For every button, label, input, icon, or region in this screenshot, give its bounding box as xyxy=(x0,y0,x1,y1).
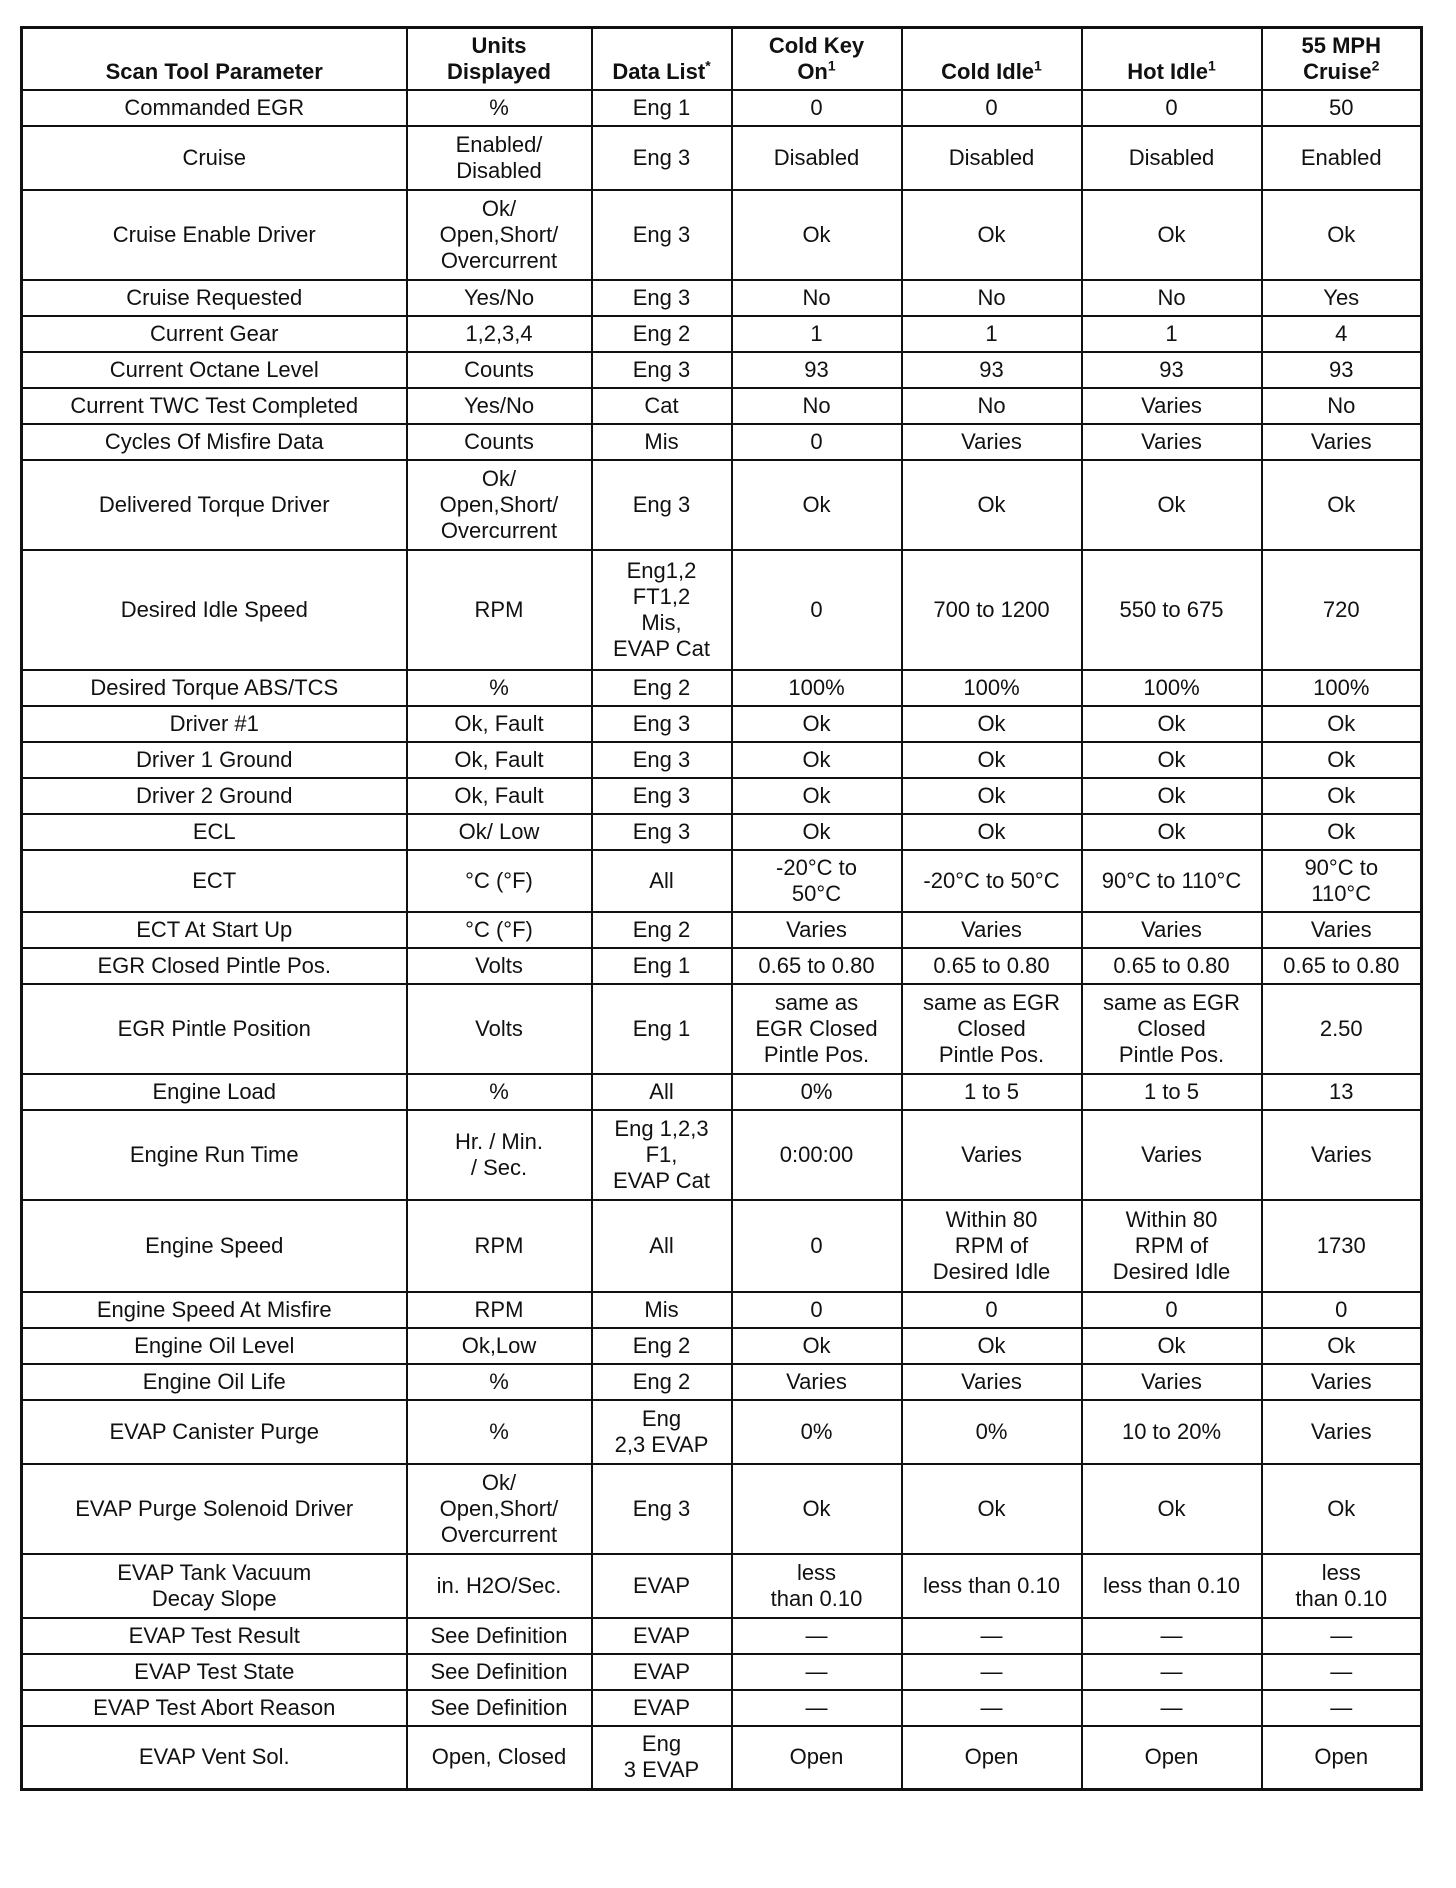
cell-parameter: ECT xyxy=(22,850,407,912)
cell-data-list: Eng 2,3 EVAP xyxy=(592,1400,732,1464)
cell-units: Enabled/ Disabled xyxy=(407,126,592,190)
cell-units: Ok, Fault xyxy=(407,778,592,814)
cell-cold-idle: Ok xyxy=(902,778,1082,814)
cell-cold-key-on: Ok xyxy=(732,706,902,742)
cell-parameter: EVAP Canister Purge xyxy=(22,1400,407,1464)
cell-cold-key-on: Ok xyxy=(732,190,902,280)
table-row xyxy=(22,984,1422,1074)
cell-data-list: Eng 3 xyxy=(592,814,732,850)
cell-cold-idle: Disabled xyxy=(902,126,1082,190)
cell-units: Counts xyxy=(407,424,592,460)
cell-cold-idle: — xyxy=(902,1690,1082,1726)
cell-hot-idle: Ok xyxy=(1082,1464,1262,1554)
cell-cold-key-on: same as EGR Closed Pintle Pos. xyxy=(732,984,902,1074)
cell-parameter: Engine Load xyxy=(22,1074,407,1110)
cell-hot-idle: Within 80 RPM of Desired Idle xyxy=(1082,1200,1262,1292)
table-row xyxy=(22,1200,1422,1292)
column-header-parameter xyxy=(22,28,407,90)
cell-cold-idle: Ok xyxy=(902,706,1082,742)
table-row xyxy=(22,1618,1422,1654)
cell-cold-key-on: Varies xyxy=(732,1364,902,1400)
cell-parameter: Cycles Of Misfire Data xyxy=(22,424,407,460)
cell-hot-idle: Ok xyxy=(1082,778,1262,814)
cell-cold-key-on: 0.65 to 0.80 xyxy=(732,948,902,984)
cell-cruise-55mph: Varies xyxy=(1262,912,1422,948)
column-header-label: 55 MPH Cruise xyxy=(1301,32,1381,84)
cell-cruise-55mph: Varies xyxy=(1262,424,1422,460)
cell-data-list: Eng 3 xyxy=(592,742,732,778)
cell-cold-idle: same as EGR Closed Pintle Pos. xyxy=(902,984,1082,1074)
cell-hot-idle: Varies xyxy=(1082,388,1262,424)
cell-cruise-55mph: Ok xyxy=(1262,190,1422,280)
cell-hot-idle: Ok xyxy=(1082,1328,1262,1364)
cell-parameter: Cruise xyxy=(22,126,407,190)
cell-cold-key-on: Ok xyxy=(732,460,902,550)
cell-parameter: Driver 1 Ground xyxy=(22,742,407,778)
cell-cold-idle: 0.65 to 0.80 xyxy=(902,948,1082,984)
cell-parameter: ECL xyxy=(22,814,407,850)
cell-units: % xyxy=(407,1074,592,1110)
cell-hot-idle: Varies xyxy=(1082,912,1262,948)
cell-units: Ok,Low xyxy=(407,1328,592,1364)
cell-parameter: Current Octane Level xyxy=(22,352,407,388)
cell-cold-idle: Varies xyxy=(902,1110,1082,1200)
table-row xyxy=(22,352,1422,388)
table-row xyxy=(22,90,1422,126)
cell-cold-key-on: Disabled xyxy=(732,126,902,190)
cell-data-list: Eng 1 xyxy=(592,90,732,126)
cell-hot-idle: 1 xyxy=(1082,316,1262,352)
cell-cold-key-on: 0 xyxy=(732,1292,902,1328)
cell-cruise-55mph: Enabled xyxy=(1262,126,1422,190)
cell-hot-idle: 0 xyxy=(1082,90,1262,126)
cell-cold-idle: 0 xyxy=(902,1292,1082,1328)
column-header-label: Scan Tool Parameter xyxy=(105,58,323,84)
cell-hot-idle: 550 to 675 xyxy=(1082,550,1262,670)
cell-hot-idle: less than 0.10 xyxy=(1082,1554,1262,1618)
cell-hot-idle: Ok xyxy=(1082,742,1262,778)
cell-hot-idle: 100% xyxy=(1082,670,1262,706)
cell-cold-idle: Ok xyxy=(902,1328,1082,1364)
cell-hot-idle: Open xyxy=(1082,1726,1262,1790)
cell-cold-idle: Open xyxy=(902,1726,1082,1790)
cell-cold-idle: Varies xyxy=(902,424,1082,460)
cell-data-list: Eng 2 xyxy=(592,670,732,706)
cell-cruise-55mph: 93 xyxy=(1262,352,1422,388)
cell-units: °C (°F) xyxy=(407,850,592,912)
cell-cruise-55mph: 100% xyxy=(1262,670,1422,706)
cell-data-list: Eng1,2 FT1,2 Mis, EVAP Cat xyxy=(592,550,732,670)
table-row xyxy=(22,706,1422,742)
cell-units: Ok, Fault xyxy=(407,706,592,742)
cell-units: Yes/No xyxy=(407,388,592,424)
cell-hot-idle: same as EGR Closed Pintle Pos. xyxy=(1082,984,1262,1074)
cell-cold-idle: 93 xyxy=(902,352,1082,388)
cell-cold-idle: No xyxy=(902,280,1082,316)
footnote-marker: 1 xyxy=(1207,57,1216,74)
cell-cruise-55mph: Ok xyxy=(1262,460,1422,550)
cell-units: °C (°F) xyxy=(407,912,592,948)
cell-units: % xyxy=(407,670,592,706)
scan-tool-data-sheet xyxy=(20,26,1420,1791)
cell-data-list: Eng 3 EVAP xyxy=(592,1726,732,1790)
table-row xyxy=(22,1328,1422,1364)
cell-parameter: Engine Speed xyxy=(22,1200,407,1292)
cell-data-list: Eng 1 xyxy=(592,984,732,1074)
cell-units: % xyxy=(407,1400,592,1464)
cell-units: Ok/ Open,Short/ Overcurrent xyxy=(407,1464,592,1554)
cell-cruise-55mph: Ok xyxy=(1262,742,1422,778)
cell-parameter: Current Gear xyxy=(22,316,407,352)
cell-cold-idle: 0 xyxy=(902,90,1082,126)
cell-data-list: All xyxy=(592,1074,732,1110)
cell-units: Ok, Fault xyxy=(407,742,592,778)
cell-hot-idle: Ok xyxy=(1082,706,1262,742)
table-row xyxy=(22,388,1422,424)
cell-cold-key-on: — xyxy=(732,1690,902,1726)
cell-parameter: EVAP Test Result xyxy=(22,1618,407,1654)
cell-cold-key-on: 93 xyxy=(732,352,902,388)
table-row xyxy=(22,1654,1422,1690)
table-row xyxy=(22,316,1422,352)
cell-hot-idle: Varies xyxy=(1082,424,1262,460)
table-row xyxy=(22,814,1422,850)
table-row xyxy=(22,126,1422,190)
table-row xyxy=(22,670,1422,706)
cell-cruise-55mph: Varies xyxy=(1262,1110,1422,1200)
cell-data-list: Eng 2 xyxy=(592,1364,732,1400)
cell-cruise-55mph: 13 xyxy=(1262,1074,1422,1110)
cell-cold-idle: 0% xyxy=(902,1400,1082,1464)
cell-cold-idle: Ok xyxy=(902,1464,1082,1554)
cell-cold-key-on: 0 xyxy=(732,550,902,670)
cell-parameter: EVAP Tank Vacuum Decay Slope xyxy=(22,1554,407,1618)
cell-cold-idle: Ok xyxy=(902,460,1082,550)
cell-cruise-55mph: Ok xyxy=(1262,1464,1422,1554)
table-row xyxy=(22,1292,1422,1328)
cell-cruise-55mph: less than 0.10 xyxy=(1262,1554,1422,1618)
cell-data-list: Eng 3 xyxy=(592,280,732,316)
cell-cruise-55mph: 1730 xyxy=(1262,1200,1422,1292)
cell-data-list: Eng 3 xyxy=(592,352,732,388)
column-header-label: Hot Idle xyxy=(1127,58,1208,84)
cell-cruise-55mph: — xyxy=(1262,1618,1422,1654)
cell-cold-key-on: No xyxy=(732,388,902,424)
table-row xyxy=(22,1690,1422,1726)
cell-cold-key-on: Ok xyxy=(732,778,902,814)
cell-units: See Definition xyxy=(407,1618,592,1654)
footnote-marker: 1 xyxy=(827,57,836,74)
cell-data-list: Eng 2 xyxy=(592,912,732,948)
cell-hot-idle: 93 xyxy=(1082,352,1262,388)
cell-parameter: ECT At Start Up xyxy=(22,912,407,948)
table-body xyxy=(22,90,1422,1790)
cell-parameter: EVAP Vent Sol. xyxy=(22,1726,407,1790)
cell-data-list: Eng 3 xyxy=(592,126,732,190)
cell-data-list: Eng 1 xyxy=(592,948,732,984)
column-header-cruise-55mph xyxy=(1262,28,1422,90)
cell-data-list: Eng 1,2,3 F1, EVAP Cat xyxy=(592,1110,732,1200)
cell-cruise-55mph: Open xyxy=(1262,1726,1422,1790)
cell-units: Yes/No xyxy=(407,280,592,316)
cell-hot-idle: 10 to 20% xyxy=(1082,1400,1262,1464)
cell-cruise-55mph: Yes xyxy=(1262,280,1422,316)
cell-data-list: EVAP xyxy=(592,1554,732,1618)
cell-hot-idle: Disabled xyxy=(1082,126,1262,190)
cell-units: Open, Closed xyxy=(407,1726,592,1790)
cell-cold-key-on: 0 xyxy=(732,1200,902,1292)
cell-cold-key-on: 0% xyxy=(732,1400,902,1464)
cell-cruise-55mph: No xyxy=(1262,388,1422,424)
cell-hot-idle: No xyxy=(1082,280,1262,316)
cell-parameter: Delivered Torque Driver xyxy=(22,460,407,550)
cell-cruise-55mph: 720 xyxy=(1262,550,1422,670)
cell-data-list: Eng 3 xyxy=(592,190,732,280)
cell-hot-idle: — xyxy=(1082,1618,1262,1654)
table-header-row xyxy=(22,28,1422,90)
cell-cold-key-on: 0 xyxy=(732,424,902,460)
table-row xyxy=(22,1400,1422,1464)
cell-cruise-55mph: Varies xyxy=(1262,1364,1422,1400)
cell-parameter: Current TWC Test Completed xyxy=(22,388,407,424)
footnote-marker: 1 xyxy=(1034,57,1042,74)
cell-units: 1,2,3,4 xyxy=(407,316,592,352)
cell-units: Volts xyxy=(407,984,592,1074)
cell-cold-idle: Ok xyxy=(902,190,1082,280)
cell-cold-key-on: Open xyxy=(732,1726,902,1790)
cell-cold-idle: Varies xyxy=(902,912,1082,948)
cell-cold-idle: Ok xyxy=(902,742,1082,778)
cell-cold-key-on: No xyxy=(732,280,902,316)
column-header-cold-key-on xyxy=(732,28,902,90)
column-header-label: Cold Key On xyxy=(768,32,865,84)
cell-parameter: Desired Torque ABS/TCS xyxy=(22,670,407,706)
cell-data-list: Eng 3 xyxy=(592,706,732,742)
cell-parameter: EVAP Purge Solenoid Driver xyxy=(22,1464,407,1554)
cell-cold-key-on: 100% xyxy=(732,670,902,706)
cell-cruise-55mph: 50 xyxy=(1262,90,1422,126)
cell-units: % xyxy=(407,1364,592,1400)
table-row xyxy=(22,1364,1422,1400)
cell-cold-idle: 100% xyxy=(902,670,1082,706)
cell-hot-idle: Ok xyxy=(1082,814,1262,850)
cell-parameter: EVAP Test Abort Reason xyxy=(22,1690,407,1726)
cell-parameter: Engine Oil Level xyxy=(22,1328,407,1364)
cell-cold-key-on: — xyxy=(732,1654,902,1690)
cell-cold-key-on: Ok xyxy=(732,1328,902,1364)
cell-hot-idle: 90°C to 110°C xyxy=(1082,850,1262,912)
cell-hot-idle: Varies xyxy=(1082,1110,1262,1200)
cell-parameter: Engine Oil Life xyxy=(22,1364,407,1400)
table-row xyxy=(22,550,1422,670)
cell-units: RPM xyxy=(407,550,592,670)
cell-cruise-55mph: 0.65 to 0.80 xyxy=(1262,948,1422,984)
cell-hot-idle: — xyxy=(1082,1654,1262,1690)
cell-data-list: Eng 2 xyxy=(592,1328,732,1364)
cell-hot-idle: Varies xyxy=(1082,1364,1262,1400)
table-row xyxy=(22,280,1422,316)
cell-data-list: Eng 2 xyxy=(592,316,732,352)
column-header-units xyxy=(407,28,592,90)
cell-data-list: All xyxy=(592,1200,732,1292)
cell-cruise-55mph: — xyxy=(1262,1654,1422,1690)
cell-cold-idle: less than 0.10 xyxy=(902,1554,1082,1618)
cell-hot-idle: 1 to 5 xyxy=(1082,1074,1262,1110)
cell-hot-idle: 0 xyxy=(1082,1292,1262,1328)
cell-data-list: Eng 3 xyxy=(592,1464,732,1554)
cell-units: RPM xyxy=(407,1200,592,1292)
cell-cold-key-on: — xyxy=(732,1618,902,1654)
cell-cold-key-on: Ok xyxy=(732,814,902,850)
table-row xyxy=(22,424,1422,460)
table-row xyxy=(22,778,1422,814)
cell-data-list: Eng 3 xyxy=(592,778,732,814)
table-row xyxy=(22,460,1422,550)
cell-units: Ok/ Low xyxy=(407,814,592,850)
cell-cold-idle: -20°C to 50°C xyxy=(902,850,1082,912)
table-row xyxy=(22,1074,1422,1110)
table-row xyxy=(22,948,1422,984)
cell-units: in. H2O/Sec. xyxy=(407,1554,592,1618)
cell-cruise-55mph: Ok xyxy=(1262,1328,1422,1364)
cell-data-list: EVAP xyxy=(592,1690,732,1726)
cell-hot-idle: — xyxy=(1082,1690,1262,1726)
cell-units: See Definition xyxy=(407,1690,592,1726)
cell-cold-idle: — xyxy=(902,1654,1082,1690)
cell-parameter: EGR Closed Pintle Pos. xyxy=(22,948,407,984)
cell-units: Hr. / Min. / Sec. xyxy=(407,1110,592,1200)
cell-cruise-55mph: Ok xyxy=(1262,814,1422,850)
cell-cold-idle: Within 80 RPM of Desired Idle xyxy=(902,1200,1082,1292)
cell-parameter: Driver #1 xyxy=(22,706,407,742)
column-header-label: Cold Idle xyxy=(941,58,1035,84)
table-row xyxy=(22,1554,1422,1618)
table-row xyxy=(22,1464,1422,1554)
cell-cruise-55mph: 0 xyxy=(1262,1292,1422,1328)
cell-cruise-55mph: 90°C to 110°C xyxy=(1262,850,1422,912)
column-header-cold-idle xyxy=(902,28,1082,90)
cell-cold-key-on: Varies xyxy=(732,912,902,948)
cell-cold-key-on: -20°C to 50°C xyxy=(732,850,902,912)
cell-cruise-55mph: Ok xyxy=(1262,778,1422,814)
table-row xyxy=(22,850,1422,912)
cell-cold-idle: Ok xyxy=(902,814,1082,850)
cell-cruise-55mph: 4 xyxy=(1262,316,1422,352)
cell-units: Ok/ Open,Short/ Overcurrent xyxy=(407,190,592,280)
cell-cold-idle: Varies xyxy=(902,1364,1082,1400)
cell-units: Volts xyxy=(407,948,592,984)
cell-hot-idle: Ok xyxy=(1082,190,1262,280)
footnote-marker: * xyxy=(705,57,711,74)
cell-cold-idle: No xyxy=(902,388,1082,424)
cell-data-list: EVAP xyxy=(592,1618,732,1654)
cell-data-list: Mis xyxy=(592,424,732,460)
cell-data-list: Eng 3 xyxy=(592,460,732,550)
cell-units: Ok/ Open,Short/ Overcurrent xyxy=(407,460,592,550)
cell-parameter: Cruise Enable Driver xyxy=(22,190,407,280)
cell-cold-key-on: 1 xyxy=(732,316,902,352)
cell-cold-key-on: 0:00:00 xyxy=(732,1110,902,1200)
cell-parameter: Commanded EGR xyxy=(22,90,407,126)
cell-parameter: EVAP Test State xyxy=(22,1654,407,1690)
column-header-label: Units Displayed xyxy=(447,32,551,84)
table-row xyxy=(22,1726,1422,1790)
cell-cold-key-on: Ok xyxy=(732,742,902,778)
cell-parameter: Engine Speed At Misfire xyxy=(22,1292,407,1328)
cell-cold-idle: 1 to 5 xyxy=(902,1074,1082,1110)
cell-cold-key-on: 0 xyxy=(732,90,902,126)
table-row xyxy=(22,1110,1422,1200)
cell-hot-idle: 0.65 to 0.80 xyxy=(1082,948,1262,984)
cell-parameter: Engine Run Time xyxy=(22,1110,407,1200)
cell-units: See Definition xyxy=(407,1654,592,1690)
column-header-label: Data List xyxy=(612,58,706,84)
cell-cold-key-on: less than 0.10 xyxy=(732,1554,902,1618)
cell-units: Counts xyxy=(407,352,592,388)
column-header-data-list xyxy=(592,28,732,90)
cell-data-list: Mis xyxy=(592,1292,732,1328)
cell-cold-key-on: Ok xyxy=(732,1464,902,1554)
cell-parameter: Driver 2 Ground xyxy=(22,778,407,814)
cell-cold-idle: 700 to 1200 xyxy=(902,550,1082,670)
cell-cruise-55mph: Ok xyxy=(1262,706,1422,742)
cell-data-list: EVAP xyxy=(592,1654,732,1690)
cell-cold-idle: — xyxy=(902,1618,1082,1654)
cell-parameter: Desired Idle Speed xyxy=(22,550,407,670)
cell-data-list: Cat xyxy=(592,388,732,424)
cell-cruise-55mph: 2.50 xyxy=(1262,984,1422,1074)
column-header-hot-idle xyxy=(1082,28,1262,90)
cell-data-list: All xyxy=(592,850,732,912)
table-row xyxy=(22,190,1422,280)
table-row xyxy=(22,742,1422,778)
cell-cruise-55mph: Varies xyxy=(1262,1400,1422,1464)
cell-units: RPM xyxy=(407,1292,592,1328)
cell-cold-key-on: 0% xyxy=(732,1074,902,1110)
cell-hot-idle: Ok xyxy=(1082,460,1262,550)
cell-units: % xyxy=(407,90,592,126)
cell-cold-idle: 1 xyxy=(902,316,1082,352)
footnote-marker: 2 xyxy=(1371,57,1380,74)
table-row xyxy=(22,912,1422,948)
scan-tool-parameter-table xyxy=(20,26,1423,1791)
cell-cruise-55mph: — xyxy=(1262,1690,1422,1726)
cell-parameter: Cruise Requested xyxy=(22,280,407,316)
cell-parameter: EGR Pintle Position xyxy=(22,984,407,1074)
